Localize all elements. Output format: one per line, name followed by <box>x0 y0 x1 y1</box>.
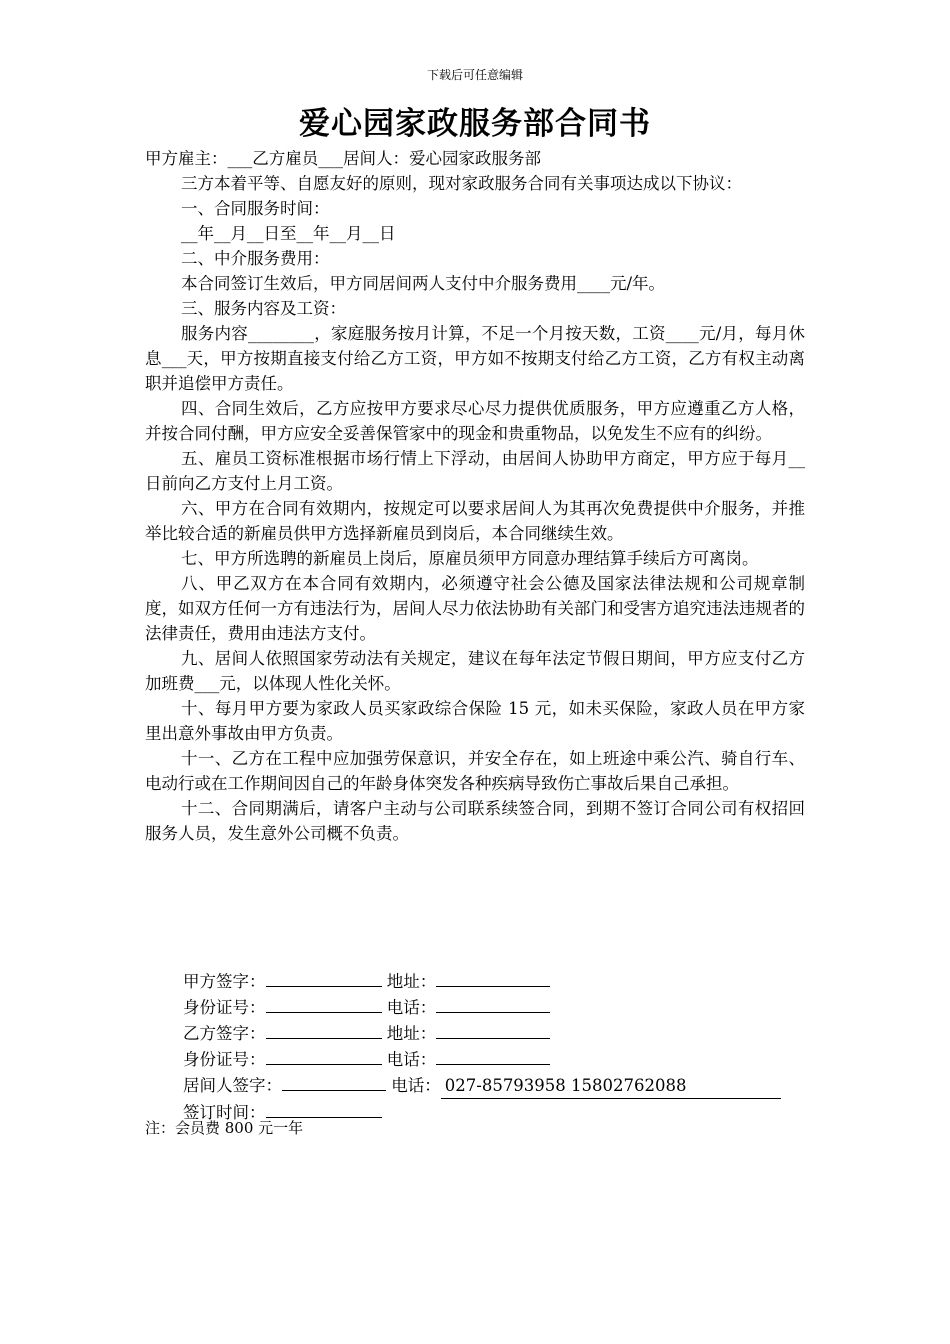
paragraph-10: 十、每月甲方要为家政人员买家政综合保险 15 元，如未买保险，家政人员在甲方家里出意外事故由甲方负责。 <box>145 699 805 743</box>
paragraph-7: 七、甲方所选聘的新雇员上岗后，原雇员须甲方同意办理结算手续后方可离岗。 <box>181 549 759 568</box>
address-field-2[interactable] <box>436 1020 550 1039</box>
broker-phone-field <box>441 1073 781 1099</box>
header-note: 下载后可任意编辑 <box>426 68 523 82</box>
phone-field-1[interactable] <box>436 994 550 1013</box>
contract-body <box>145 146 805 846</box>
paragraph-12: 十二、合同期满后，请客户主动与公司联系续签合同，到期不签订合同公司有权招回服务人员，发生意外公司概不负责。 <box>145 799 805 843</box>
address-label-1: 地址： <box>386 972 437 991</box>
phone-label-2: 电话： <box>386 1050 437 1069</box>
paragraph-3-heading: 三、服务内容及工资： <box>181 299 346 318</box>
address-label-2: 地址： <box>386 1024 437 1043</box>
paragraph-1-heading: 一、合同服务时间： <box>181 199 330 218</box>
membership-note: 注：会员费 800 元一年 <box>145 1119 304 1137</box>
party-a-sign-field[interactable] <box>266 968 382 987</box>
paragraph-6: 六、甲方在合同有效期内，按规定可以要求居间人为其再次免费提供中介服务，并推举比较合适的新雇员供甲方选择新雇员到岗后，本合同继续生效。 <box>145 499 805 543</box>
paragraph-8: 八、甲乙双方在本合同有效期内，必须遵守社会公德及国家法律法规和公司规章制度，如双方任何一方有违法行为，居间人尽力依法协助有关部门和受害方追究违法违规者的法律责任，费用由违法方支付。 <box>145 574 805 643</box>
document-title: 爱心园家政服务部合同书 <box>299 106 651 142</box>
address-field-1[interactable] <box>436 968 550 987</box>
paragraph-11: 十一、乙方在工程中应加强劳保意识，并安全存在，如上班途中乘公汽、骑自行车、电动行或在工作期间因自己的年龄身体突发各种疾病导致伤亡事故后果自己承担。 <box>145 749 805 793</box>
date-field[interactable] <box>266 1099 382 1118</box>
id-label-2: 身份证号： <box>183 1050 266 1069</box>
party-b-sign-field[interactable] <box>266 1020 382 1039</box>
party-b-sign-row <box>183 1020 781 1046</box>
party-a-sign-row <box>183 968 781 994</box>
phone-label-1: 电话： <box>386 998 437 1017</box>
party-a-sign-label: 甲方签字： <box>183 972 266 991</box>
paragraph-2-heading: 二、中介服务费用： <box>181 249 330 268</box>
broker-sign-field[interactable] <box>282 1072 386 1091</box>
parties-line: 甲方雇主：___乙方雇员___居间人：爱心园家政服务部 <box>145 149 541 168</box>
party-b-sign-label: 乙方签字： <box>183 1024 266 1043</box>
party-a-id-row <box>183 994 781 1020</box>
id-label-1: 身份证号： <box>183 998 266 1017</box>
phone-label-3: 电话： <box>391 1076 441 1095</box>
broker-sign-row <box>183 1072 781 1099</box>
paragraph-2-fee: 本合同签订生效后，甲方同居间两人支付中介服务费用____元/年。 <box>181 274 666 293</box>
id-field-2[interactable] <box>266 1046 382 1065</box>
paragraph-intro: 三方本着平等、自愿友好的原则，现对家政服务合同有关事项达成以下协议： <box>181 174 742 193</box>
paragraph-1-dates: __年__月__日至__年__月__日 <box>181 224 396 243</box>
signature-block <box>183 968 781 1125</box>
broker-phone: 027-85793958 15802762088 <box>444 1076 687 1095</box>
broker-sign-label: 居间人签字： <box>183 1076 282 1095</box>
date-label: 签订时间： <box>183 1103 266 1122</box>
paragraph-4: 四、合同生效后，乙方应按甲方要求尽心尽力提供优质服务，甲方应遵重乙方人格，并按合同付酬，甲方应安全妥善保管家中的现金和贵重物品，以免发生不应有的纠纷。 <box>145 399 805 443</box>
paragraph-3-content: 服务内容________，家庭服务按月计算，不足一个月按天数，工资____元/月，每月休息___天，甲方按期直接支付给乙方工资，甲方如不按期支付给乙方工资，乙方有权主动离职并追偿甲方责任。 <box>145 324 805 393</box>
phone-field-2[interactable] <box>436 1046 550 1065</box>
paragraph-5: 五、雇员工资标准根据市场行情上下浮动，由居间人协助甲方商定，甲方应于每月__日前向乙方支付上月工资。 <box>145 449 805 493</box>
party-b-id-row <box>183 1046 781 1072</box>
id-field-1[interactable] <box>266 994 382 1013</box>
paragraph-9: 九、居间人依照国家劳动法有关规定，建议在每年法定节假日期间，甲方应支付乙方加班费___元，以体现人性化关怀。 <box>145 649 805 693</box>
